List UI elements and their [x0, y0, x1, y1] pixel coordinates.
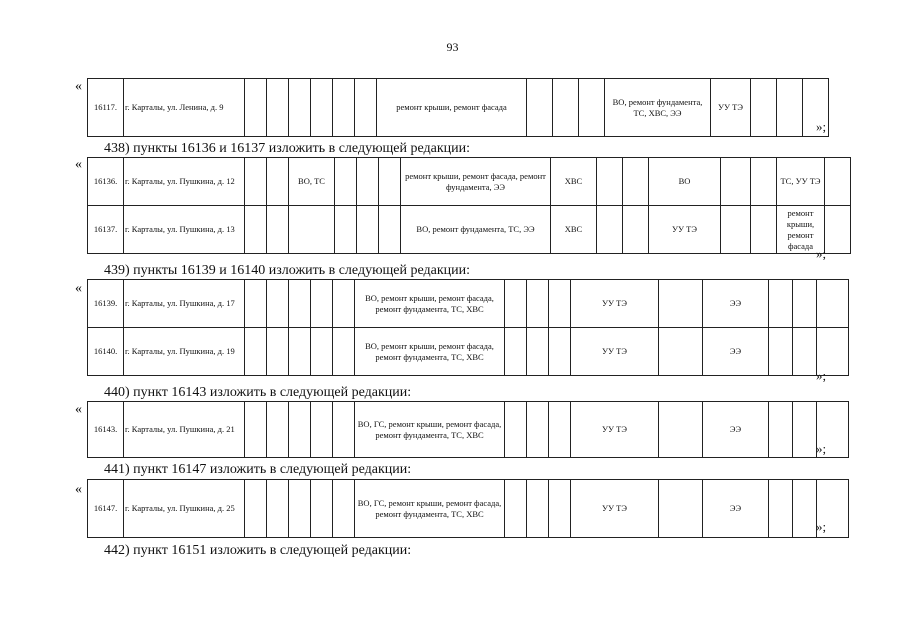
table-row [88, 280, 849, 328]
empty-cell [267, 79, 289, 137]
empty-cell [267, 158, 289, 206]
item-number: 16140. [88, 328, 124, 376]
closing-quote: »; [816, 368, 827, 383]
opening-quote: « [75, 281, 82, 296]
work-type-cell: ЭЭ [703, 480, 769, 538]
address-cell: г. Карталы, ул. Пушкина, д. 17 [124, 280, 245, 328]
empty-cell [825, 158, 851, 206]
empty-cell [659, 328, 703, 376]
empty-cell [289, 402, 311, 458]
item-number: 16137. [88, 206, 124, 254]
amendment-table-16136-16137 [87, 157, 851, 254]
empty-cell [267, 480, 289, 538]
empty-cell [751, 206, 777, 254]
empty-cell [289, 79, 311, 137]
empty-cell [245, 402, 267, 458]
empty-cell [659, 402, 703, 458]
closing-quote: »; [816, 519, 827, 534]
table-row [88, 79, 829, 137]
work-type-cell: ремонт крыши, ремонт фасада [777, 206, 825, 254]
empty-cell [659, 280, 703, 328]
work-type-cell: ЭЭ [703, 328, 769, 376]
empty-cell [289, 206, 335, 254]
work-type-cell: ВО, ремонт фундамента, ТС, ХВС, ЭЭ [605, 79, 711, 137]
empty-cell [245, 328, 267, 376]
empty-cell [769, 402, 793, 458]
paragraph-441: 441) пункт 16147 изложить в следующей редакции: [104, 462, 412, 477]
empty-cell [769, 280, 793, 328]
address-cell: г. Карталы, ул. Пушкина, д. 25 [124, 480, 245, 538]
work-type-cell: ВО, ТС [289, 158, 335, 206]
empty-cell [825, 206, 851, 254]
table-row [88, 206, 851, 254]
empty-cell [597, 158, 623, 206]
address-cell: г. Карталы, ул. Пушкина, д. 19 [124, 328, 245, 376]
amendment-table-16147 [87, 479, 849, 538]
empty-cell [333, 480, 355, 538]
empty-cell [357, 158, 379, 206]
empty-cell [333, 79, 355, 137]
empty-cell [527, 402, 549, 458]
item-number: 16143. [88, 402, 124, 458]
empty-cell [333, 402, 355, 458]
work-type-cell: ЭЭ [703, 280, 769, 328]
opening-quote: « [75, 79, 82, 94]
work-type-cell: ВО, ГС, ремонт крыши, ремонт фасада, ремонт фундамента, ТС, ХВС [355, 480, 505, 538]
empty-cell [335, 206, 357, 254]
empty-cell [311, 480, 333, 538]
amendment-table-16143 [87, 401, 849, 458]
empty-cell [549, 480, 571, 538]
empty-cell [311, 402, 333, 458]
empty-cell [597, 206, 623, 254]
empty-cell [721, 158, 751, 206]
empty-cell [549, 402, 571, 458]
empty-cell [333, 280, 355, 328]
address-cell: г. Карталы, ул. Пушкина, д. 12 [124, 158, 245, 206]
empty-cell [751, 158, 777, 206]
work-type-cell: ХВС [551, 206, 597, 254]
amendment-table-16139-16140 [87, 279, 849, 376]
item-number: 16136. [88, 158, 124, 206]
empty-cell [769, 328, 793, 376]
opening-quote: « [75, 482, 82, 497]
table-row [88, 328, 849, 376]
work-type-cell: ВО, ГС, ремонт крыши, ремонт фасада, ремонт фундамента, ТС, ХВС [355, 402, 505, 458]
opening-quote: « [75, 157, 82, 172]
empty-cell [311, 328, 333, 376]
work-type-cell: УУ ТЭ [571, 402, 659, 458]
empty-cell [245, 480, 267, 538]
item-number: 16117. [88, 79, 124, 137]
empty-cell [527, 480, 549, 538]
empty-cell [311, 79, 333, 137]
empty-cell [335, 158, 357, 206]
paragraph-438: 438) пункты 16136 и 16137 изложить в следующей редакции: [104, 141, 471, 156]
empty-cell [549, 328, 571, 376]
empty-cell [311, 280, 333, 328]
work-type-cell: ВО [649, 158, 721, 206]
empty-cell [793, 280, 817, 328]
empty-cell [793, 328, 817, 376]
empty-cell [267, 280, 289, 328]
empty-cell [793, 402, 817, 458]
empty-cell [623, 158, 649, 206]
closing-quote: »; [816, 441, 827, 456]
empty-cell [721, 206, 751, 254]
empty-cell [245, 206, 267, 254]
empty-cell [751, 79, 777, 137]
opening-quote: « [75, 402, 82, 417]
empty-cell [267, 402, 289, 458]
empty-cell [267, 206, 289, 254]
paragraph-439: 439) пункты 16139 и 16140 изложить в следующей редакции: [104, 263, 471, 278]
work-type-cell: ВО, ремонт крыши, ремонт фасада, ремонт фундамента, ТС, ХВС [355, 328, 505, 376]
table-row [88, 480, 849, 538]
empty-cell [505, 402, 527, 458]
item-number: 16139. [88, 280, 124, 328]
work-type-cell: ремонт крыши, ремонт фасада, ремонт фундамента, ЭЭ [401, 158, 551, 206]
empty-cell [289, 280, 311, 328]
work-type-cell: УУ ТЭ [649, 206, 721, 254]
empty-cell [579, 79, 605, 137]
empty-cell [527, 79, 553, 137]
amendment-table-16117 [87, 78, 829, 137]
paragraph-440: 440) пункт 16143 изложить в следующей редакции: [104, 385, 412, 400]
address-cell: г. Карталы, ул. Пушкина, д. 13 [124, 206, 245, 254]
work-type-cell: УУ ТЭ [711, 79, 751, 137]
page-number: 93 [446, 40, 459, 54]
work-type-cell: ТС, УУ ТЭ [777, 158, 825, 206]
work-type-cell: УУ ТЭ [571, 328, 659, 376]
empty-cell [289, 328, 311, 376]
paragraph-442: 442) пункт 16151 изложить в следующей редакции: [104, 543, 412, 558]
empty-cell [333, 328, 355, 376]
empty-cell [357, 206, 379, 254]
empty-cell [245, 79, 267, 137]
work-type-cell: ХВС [551, 158, 597, 206]
empty-cell [379, 206, 401, 254]
empty-cell [777, 79, 803, 137]
empty-cell [355, 79, 377, 137]
work-type-cell: УУ ТЭ [571, 280, 659, 328]
work-type-cell: ВО, ремонт крыши, ремонт фасада, ремонт фундамента, ТС, ХВС [355, 280, 505, 328]
table-row [88, 402, 849, 458]
table-row [88, 158, 851, 206]
work-type-cell: УУ ТЭ [571, 480, 659, 538]
empty-cell [267, 328, 289, 376]
empty-cell [505, 480, 527, 538]
work-type-cell: ремонт крыши, ремонт фасада [377, 79, 527, 137]
closing-quote: »; [816, 119, 827, 134]
empty-cell [769, 480, 793, 538]
empty-cell [659, 480, 703, 538]
empty-cell [289, 480, 311, 538]
empty-cell [527, 328, 549, 376]
work-type-cell: ЭЭ [703, 402, 769, 458]
closing-quote: »; [816, 246, 827, 261]
empty-cell [527, 280, 549, 328]
empty-cell [623, 206, 649, 254]
empty-cell [793, 480, 817, 538]
empty-cell [505, 328, 527, 376]
address-cell: г. Карталы, ул. Пушкина, д. 21 [124, 402, 245, 458]
empty-cell [553, 79, 579, 137]
empty-cell [505, 280, 527, 328]
empty-cell [549, 280, 571, 328]
item-number: 16147. [88, 480, 124, 538]
empty-cell [379, 158, 401, 206]
work-type-cell: ВО, ремонт фундамента, ТС, ЭЭ [401, 206, 551, 254]
empty-cell [245, 158, 267, 206]
empty-cell [817, 280, 849, 328]
address-cell: г. Карталы, ул. Ленина, д. 9 [124, 79, 245, 137]
empty-cell [245, 280, 267, 328]
